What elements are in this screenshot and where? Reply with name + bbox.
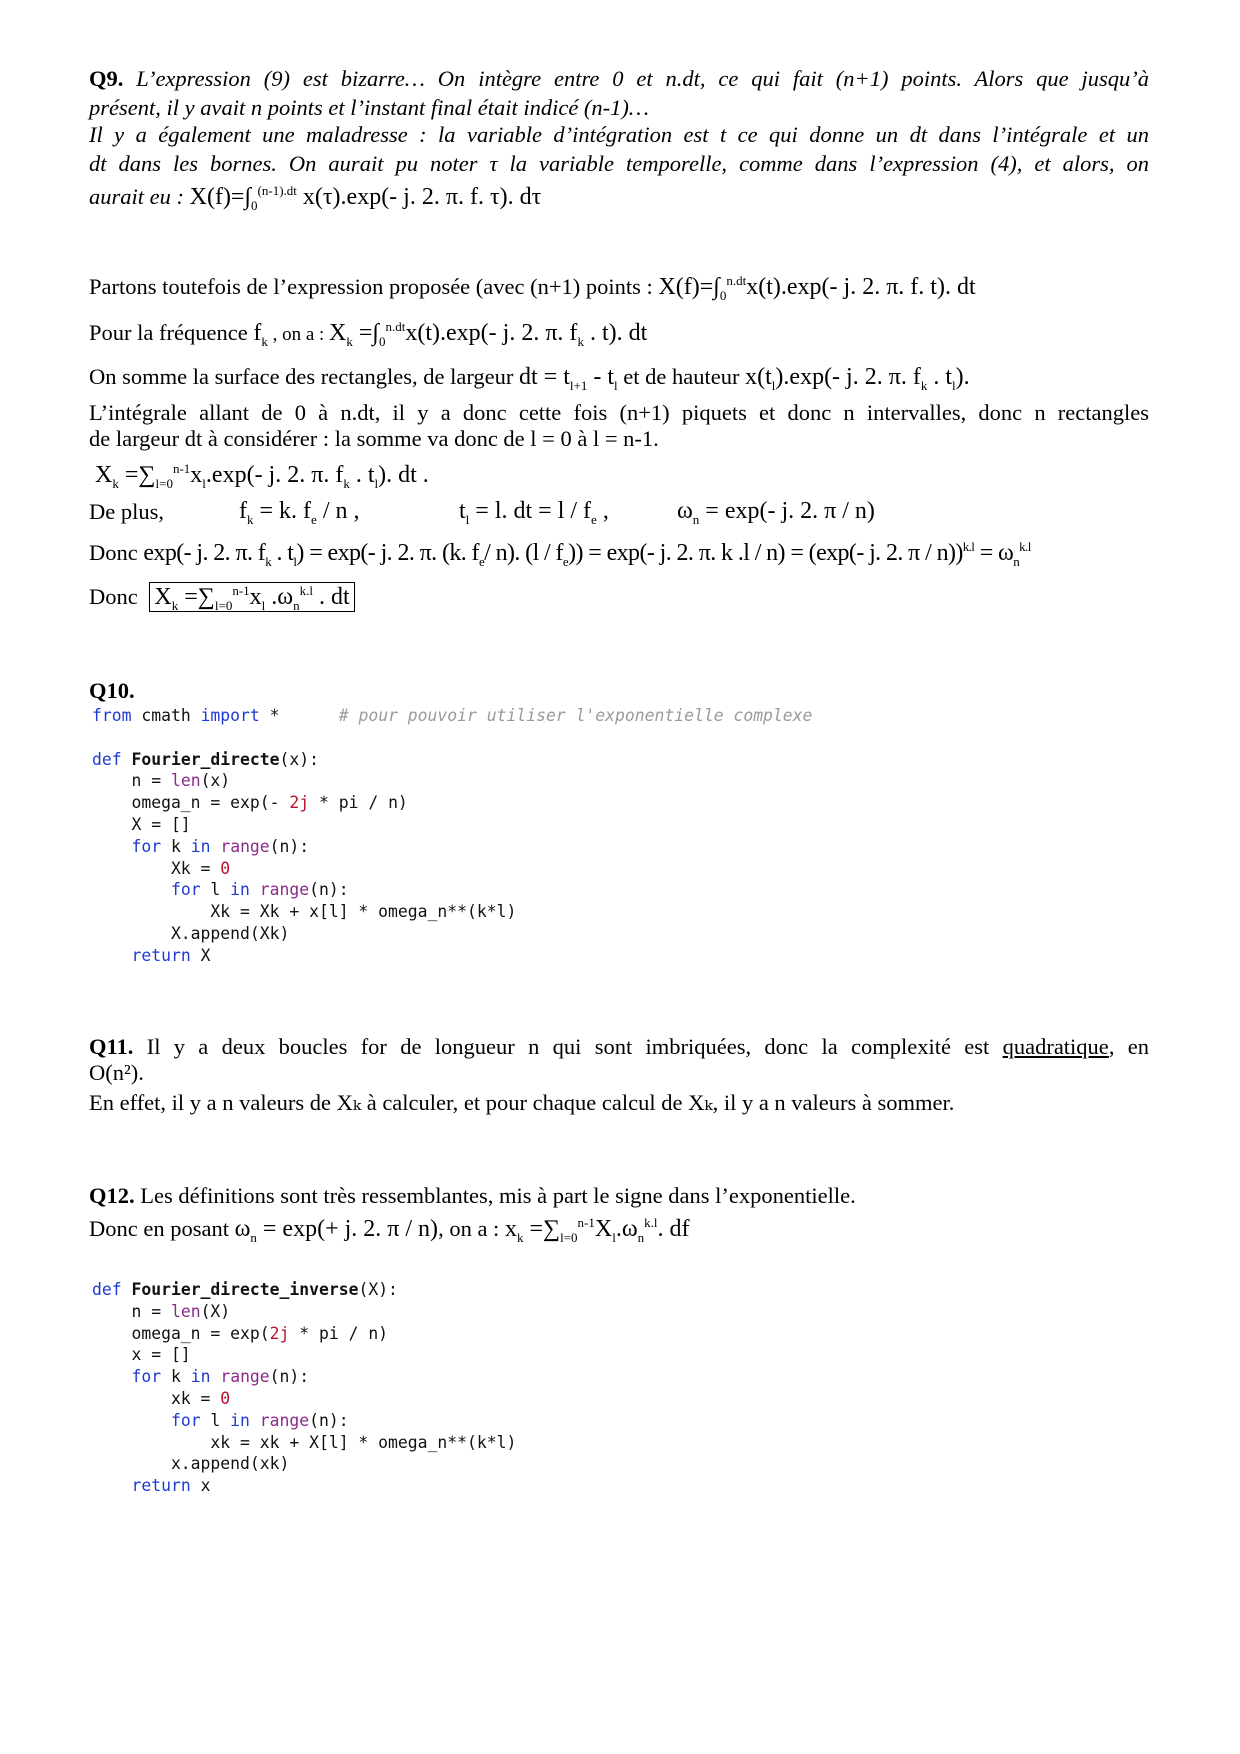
q9-dt-def: dt = $t_{l+1} - t_l$ <box>519 364 618 393</box>
q9-text-p10: Donc <box>89 584 144 609</box>
q9-text-5: aurait eu : <box>89 184 190 209</box>
q10-code-block: from cmath import * # pour pouvoir utiliser l'exponentielle complexe def Fourier_directe(x): n = len(x) omega_n = exp(- 2j * pi / n) X = [] for k in range(n): Xk = 0 for l in range(n): Xk = Xk + x[l] * omega_n**(k*l) X.append(Xk) return X <box>92 706 813 965</box>
q9-para-8 <box>89 497 1149 526</box>
q11-text-1b: , en <box>1108 1034 1149 1059</box>
q9-line-1 <box>89 64 1149 93</box>
q12-line-1 <box>89 1181 1149 1210</box>
q9-line-4: dt dans les bornes. On aurait pu noter τ la variable temporelle, comme dans l’expression (4), et alors, on <box>89 151 1149 176</box>
q9-para-4-wrap <box>89 362 1149 392</box>
q9-formula-3: $X_k =\int_0^{n.dt}x(t).\exp(-$ j. 2. π. $f_k$ . t). dt <box>329 319 648 349</box>
q9-para-5: L’intégrale allant de 0 à n.dt, il y a donc cette fois (n+1) piquets et donc n intervalles, donc n rectangles <box>89 400 1149 425</box>
q9-para-2 <box>89 272 1149 302</box>
q9-formula-2: $X(f)=\int_0^{n.dt}x(t).\exp(-$ j. 2. π. f. t). dt <box>658 273 976 303</box>
q9-formula-1: $X(f)=\int_0^{(n-1).dt}$ x(τ).exp(- j. 2. π. f. τ). dτ <box>189 183 542 213</box>
q9-height-formula: $x(t_l).\exp(-$ j. 2. π. $f_k$ . $t_l$). <box>745 364 970 393</box>
q9-line-3: Il y a également une maladresse : la variable d’intégration est t ce qui donne un dt dans l’intégrale et un <box>89 122 1149 147</box>
q9-sum-wrap <box>89 461 1149 490</box>
q9-para-4 <box>89 362 1149 392</box>
q9-text-p8: De plus, <box>89 499 164 524</box>
q9-fk: $f_k$ <box>253 320 268 349</box>
q9-line-2: présent, il y avait n points et l’instant final était indicé (n-1)… <box>89 95 649 120</box>
q9-para-6: de largeur dt à considérer : la somme va donc de l = 0 à l = n-1. <box>89 426 659 451</box>
q12-section <box>89 1181 1149 1244</box>
q11-underlined-term: quadratique <box>1002 1034 1109 1059</box>
q12-inverse-formula: $x_k =\sum_{l=0}^{n-1}X_l.\omega_n^{k.l}$. df <box>504 1215 690 1245</box>
q9-label: Q9. <box>89 66 124 91</box>
q9-tl-def: $t_l = l$. dt = l / $f_e$ , <box>459 498 609 527</box>
q9-text-p4-mid: et de hauteur <box>617 364 746 389</box>
q12-text-1: Les définitions sont très ressemblantes, mis à part le signe dans l’exponentielle. <box>134 1183 856 1208</box>
q11-line-3: En effet, il y a n valeurs de Xₖ à calculer, et pour chaque calcul de Xₖ, il y a n valeurs à sommer. <box>89 1090 955 1115</box>
q9-section <box>89 64 1149 212</box>
q9-sum-formula: $X_k =\sum_{l=0}^{n-1}x_l.\exp(-$ j. 2. π. $f_k$ . $t_l$). dt . <box>89 461 429 491</box>
q10-code-comment: # pour pouvoir utiliser l'exponentielle complexe <box>338 706 813 725</box>
q12-label: Q12. <box>89 1183 135 1208</box>
q9-derivation <box>89 272 1149 302</box>
q9-para-3-wrap <box>89 318 1149 349</box>
q11-section <box>89 1032 1149 1117</box>
q12-omega-def: $\omega_n = \exp(+ j$. 2. π / n) <box>234 1216 439 1245</box>
q12-code-block: def Fourier_directe_inverse(X): n = len(X) omega_n = exp(2j * pi / n) x = [] for k in range(n): xk = 0 for l in range(n): xk = xk + X[l] * omega_n**(k*l) x.append(xk) return x <box>92 1280 517 1496</box>
q12-line-2 <box>89 1214 1149 1244</box>
q9-line-5 <box>89 182 1149 212</box>
q9-text-1: L’expression (9) est bizarre… On intègre entre 0 et n.dt, ce qui fait (n+1) points. Alors que jusqu’à <box>123 66 1149 91</box>
q10-label: Q10. <box>89 678 135 703</box>
q9-boxed-result: $X_k =\sum_{l=0}^{n-1}x_l$ $.\omega_n^{k.l}$ . dt <box>149 582 354 612</box>
q9-fk-def: $f_k = k$. $f_e$ / n , <box>239 498 360 527</box>
q9-para-9-wrap <box>89 538 1149 568</box>
q9-para-10-wrap <box>89 582 1149 612</box>
q12-text-2: Donc en posant <box>89 1216 235 1241</box>
q11-line-1 <box>89 1032 1149 1061</box>
q9-para-8-wrap <box>89 497 1149 526</box>
q9-text-p3-mid: , on a : <box>267 324 330 345</box>
q9-para-5-wrap <box>89 398 1149 453</box>
q9-para-9 <box>89 538 1149 568</box>
q11-line-2: O(n²). <box>89 1060 144 1085</box>
q10-section <box>89 676 1149 705</box>
q9-text-p3: Pour la fréquence <box>89 320 254 345</box>
q11-text-1a: Il y a deux boucles for de longueur n qui sont imbriquées, donc la complexité est <box>133 1034 1003 1059</box>
q9-text-p2: Partons toutefois de l’expression proposée (avec (n+1) points : <box>89 274 659 299</box>
q9-exp-identity: exp(- j. 2. π. $f_k$ . $t_l) = \exp(-$ j. 2. π. (k. $f_e/$ n). $(l / f_e)) = \exp(-$ j. 2. π. k .l / n) = (exp(- j. 2. $\pi / n))^{k.l} = \omega_n^{k.l}$ <box>143 539 1031 569</box>
q9-omega-def: $\omega_n = \exp(-$ j. 2. π / n) <box>677 498 875 527</box>
q9-text-p9: Donc <box>89 540 144 565</box>
q9-text-p4: On somme la surface des rectangles, de largeur <box>89 364 520 389</box>
q11-label: Q11. <box>89 1034 134 1059</box>
q12-text-2-mid: , on a : <box>438 1216 505 1241</box>
q9-para-10 <box>89 582 1149 612</box>
q9-para-3 <box>89 318 1149 349</box>
